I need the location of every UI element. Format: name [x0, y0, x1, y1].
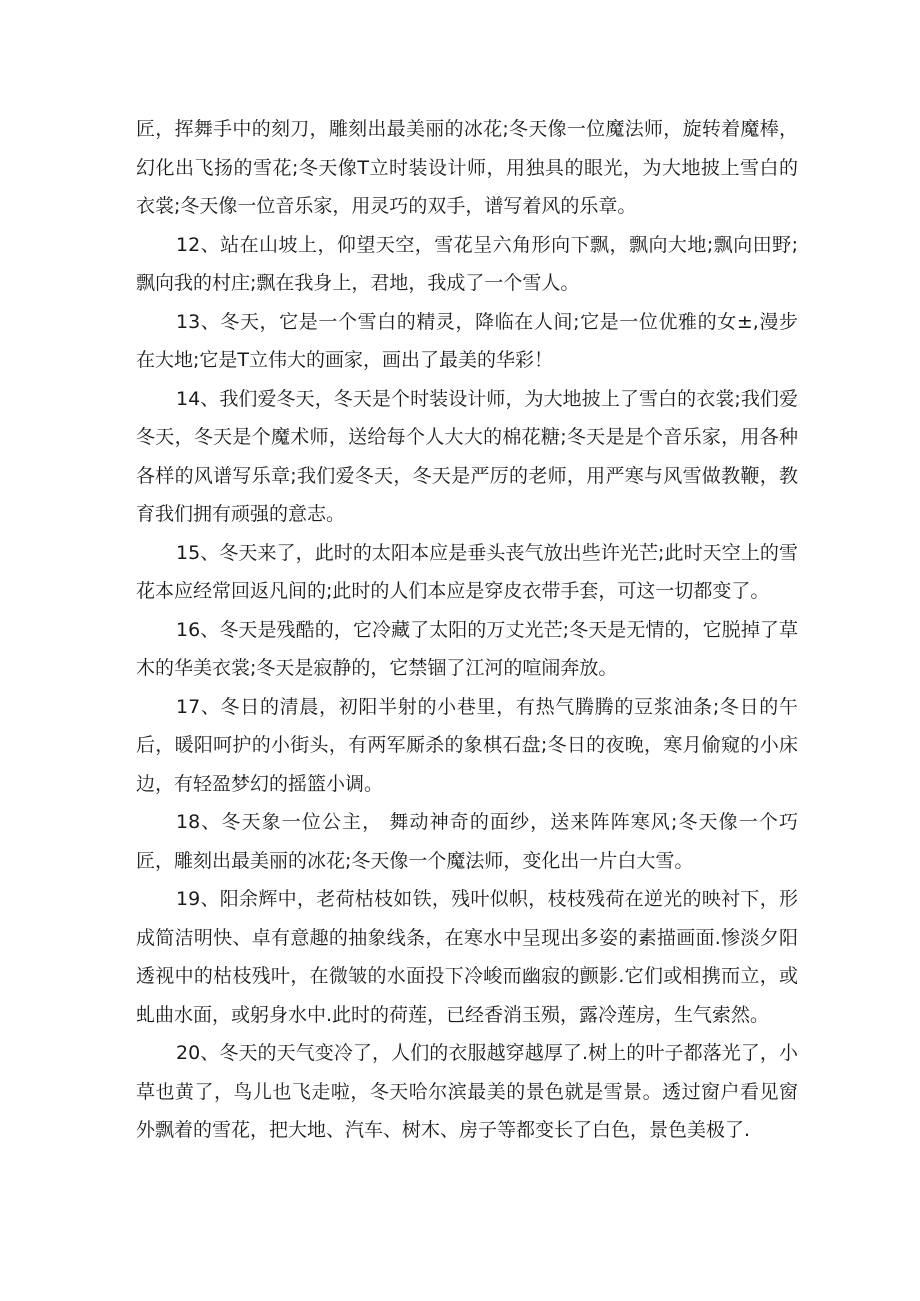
paragraph-19: 19、阳余辉中，老荷枯枝如铁，残叶似帜，枝枝残荷在逆光的映衬下，形成简洁明快、卓有意趣的抽象线条，在寒水中呈现出多姿的素描画面.惨淡夕阳透视中的枯枝残叶，在微皱的水面投下冷峻而幽寂的颤影.它们或相携而立，或虬曲水面，或躬身水中.此时的荷莲，已经香消玉殒，露冷莲房，生气索然。	[136, 888, 798, 1026]
paragraph-14: 14、我们爱冬天，冬天是个时装设计师，为大地披上了雪白的衣裳;我们爱冬天，冬天是个魔术师，送给每个人大大的棉花糖;冬天是是个音乐家，用各种各样的风谱写乐章;我们爱冬天，冬天是严厉的老师，用严寒与风雪做教鞭，教育我们拥有顽强的意志。	[136, 387, 798, 525]
paragraph-20: 20、冬天的天气变冷了，人们的衣服越穿越厚了.树上的叶子都落光了，小草也黄了，鸟儿也飞走啦，冬天哈尔滨最美的景色就是雪景。透过窗户看见窗外飘着的雪花，把大地、汽车、树木、房子等都变长了白色，景色美极了.	[136, 1042, 798, 1141]
paragraph-18: 18、冬天象一位公主， 舞动神奇的面纱，送来阵阵寒风;冬天像一个巧匠，雕刻出最美丽的冰花;冬天像一个魔法师，变化出一片白大雪。	[136, 811, 798, 872]
document-body	[136, 110, 798, 1150]
paragraph-13: 13、冬天，它是一个雪白的精灵，降临在人间;它是一位优雅的女±,漫步在大地;它是T立伟大的画家，画出了最美的华彩！	[136, 310, 798, 371]
paragraph-12: 12、站在山坡上，仰望天空，雪花呈六角形向下飘，飘向大地;飘向田野;飘向我的村庄;飘在我身上，君地，我成了一个雪人。	[136, 233, 798, 294]
paragraph-11-continued: 匠，挥舞手中的刻刀，雕刻出最美丽的冰花;冬天像一位魔法师，旋转着魔棒，幻化出飞扬的雪花;冬天像T立时装设计师，用独具的眼光，为大地披上雪白的衣裳;冬天像一位音乐家，用灵巧的双手，谱写着风的乐章。	[136, 118, 798, 217]
paragraph-17: 17、冬日的清晨，初阳半射的小巷里，有热气腾腾的豆浆油条;冬日的午后，暖阳呵护的小街头，有两军厮杀的象棋石盘;冬日的夜晚，寒月偷窥的小床边，有轻盈梦幻的摇篮小调。	[136, 695, 798, 795]
paragraph-15: 15、冬天来了，此时的太阳本应是垂头丧气放出些许光芒;此时天空上的雪花本应经常回返凡间的;此时的人们本应是穿皮衣带手套，可这一切都变了。	[136, 541, 798, 602]
paragraph-16: 16、冬天是残酷的，它冷藏了太阳的万丈光芒;冬天是无情的，它脱掉了草木的华美衣裳;冬天是寂静的，它禁锢了江河的喧闹奔放。	[136, 618, 798, 679]
